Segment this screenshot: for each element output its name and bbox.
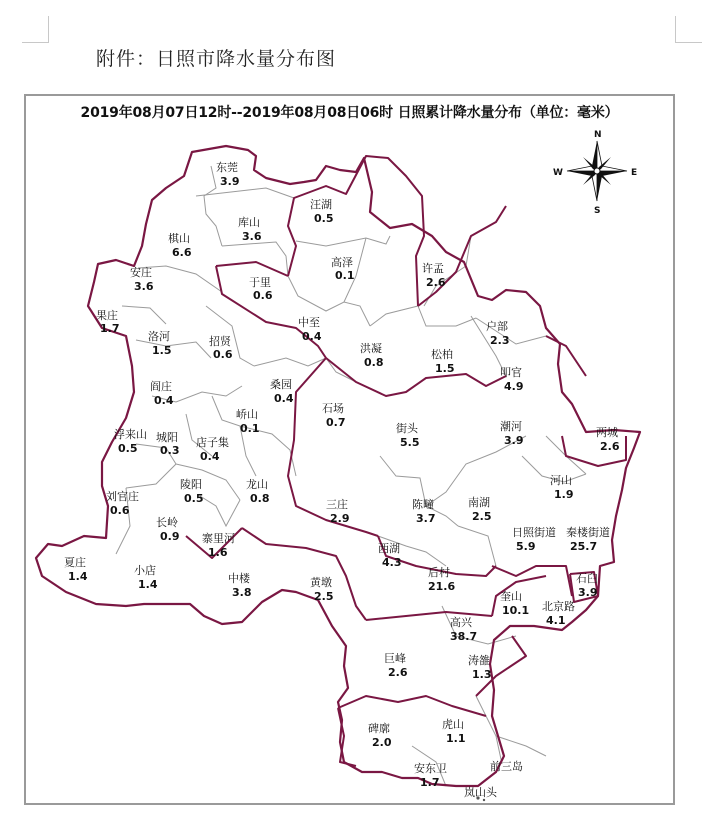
town-name: 奎山 (500, 590, 522, 603)
town-value: 0.7 (326, 416, 346, 429)
town-name: 街头 (396, 422, 418, 435)
town-name: 安东卫 (414, 762, 447, 775)
town-name: 许孟 (422, 262, 444, 275)
town-name: 果庄 (96, 309, 118, 322)
town-name: 虎山 (442, 718, 464, 731)
town-value: 4.1 (546, 614, 566, 627)
town-value: 3.9 (578, 586, 598, 599)
town-name: 小店 (134, 564, 156, 577)
town-name: 于里 (249, 276, 271, 289)
town-value: 3.9 (220, 175, 240, 188)
document-caption: 附件：日照市降水量分布图 (96, 48, 337, 70)
town-value: 1.4 (68, 570, 88, 583)
town-name: 桑园 (270, 378, 292, 391)
town-name: 棋山 (168, 232, 190, 245)
town-name: 店子集 (196, 436, 229, 449)
town-value: 2.3 (490, 334, 510, 347)
town-value: 1.9 (554, 488, 574, 501)
town-value: 3.9 (504, 434, 524, 447)
town-value: 0.8 (250, 492, 270, 505)
town-name: 中楼 (228, 572, 250, 585)
town-value: 4.3 (382, 556, 402, 569)
town-value: 0.6 (213, 348, 233, 361)
town-value: 2.0 (372, 736, 392, 749)
town-value: 2.6 (426, 276, 446, 289)
town-name: 洪凝 (360, 342, 382, 355)
town-value: 1.5 (435, 362, 455, 375)
town-value: 2.5 (314, 590, 334, 603)
town-value: 0.9 (160, 530, 180, 543)
town-value: 0.1 (335, 269, 355, 282)
town-value: 3.8 (232, 586, 252, 599)
town-value: 0.4 (154, 394, 174, 407)
town-name: 日照街道 (512, 526, 556, 539)
town-name: 河山 (550, 474, 572, 487)
town-name: 浮来山 (114, 428, 147, 441)
precipitation-map-frame (24, 94, 675, 805)
map-title: 2019年08月07日12时--2019年08月08日06时 日照累计降水量分布（单位：毫米） (80, 105, 619, 121)
town-value: 0.6 (253, 289, 273, 302)
town-name: 石场 (322, 402, 344, 415)
town-name: 后村 (428, 566, 450, 579)
town-name: 户部 (486, 320, 508, 333)
town-value: 25.7 (570, 540, 598, 553)
page-corner-mark-right (675, 16, 702, 43)
town-name: 岚山头 (464, 786, 497, 799)
town-name: 石臼 (576, 572, 598, 585)
town-name: 南湖 (468, 496, 490, 509)
town-name: 中至 (298, 316, 320, 329)
town-value: 10.1 (502, 604, 530, 617)
compass-north-label: N (594, 130, 602, 140)
town-value: 2.9 (330, 512, 350, 525)
town-labels (64, 160, 620, 799)
town-value: 1.4 (138, 578, 158, 591)
town-value: 0.5 (118, 442, 138, 455)
town-value: 1.6 (208, 546, 228, 559)
town-name: 两城 (596, 426, 618, 439)
compass-east-label: E (631, 168, 638, 178)
town-value: 1.7 (100, 322, 120, 335)
town-name: 北京路 (542, 600, 575, 613)
town-value: 1.1 (446, 732, 466, 745)
town-name: 陈疃 (412, 498, 434, 511)
island-name: 前三岛 (490, 760, 523, 773)
town-value: 4.9 (504, 380, 524, 393)
town-value: 0.8 (364, 356, 384, 369)
town-name: 陵阳 (180, 478, 202, 491)
region-outer-boundary (36, 146, 640, 786)
town-name: 叩官 (500, 366, 522, 379)
town-name: 阎庄 (150, 380, 172, 393)
compass-west-label: W (553, 168, 563, 178)
town-name: 招贤 (209, 335, 231, 348)
town-name: 长岭 (156, 516, 178, 529)
town-name: 涛雒 (468, 654, 490, 667)
town-value: 0.6 (110, 504, 130, 517)
compass-rose-icon (553, 130, 637, 216)
town-name: 东莞 (216, 161, 238, 174)
town-value: 6.6 (172, 246, 192, 259)
town-name: 黄墩 (310, 576, 332, 589)
town-name: 安庄 (130, 266, 152, 279)
town-name: 三庄 (326, 498, 348, 511)
town-value: 5.5 (400, 436, 420, 449)
town-value: 1.5 (152, 344, 172, 357)
precipitation-map (26, 96, 673, 803)
town-value: 21.6 (428, 580, 456, 593)
town-value: 1.3 (472, 668, 492, 681)
town-value: 1.7 (420, 776, 440, 789)
town-name: 寨里河 (202, 532, 235, 545)
town-value: 38.7 (450, 630, 478, 643)
town-name: 龙山 (246, 478, 268, 491)
town-value: 2.6 (600, 440, 620, 453)
town-name: 夏庄 (64, 556, 86, 569)
town-value: 0.4 (302, 330, 322, 343)
town-name: 巨峰 (384, 652, 406, 665)
town-value: 2.6 (388, 666, 408, 679)
town-name: 库山 (238, 216, 260, 229)
town-name: 西湖 (378, 542, 400, 555)
town-name: 洛河 (148, 330, 170, 343)
town-name: 碑廓 (368, 722, 390, 735)
town-name: 松柏 (431, 348, 453, 361)
town-name: 城阳 (156, 431, 178, 444)
town-name: 峤山 (236, 408, 258, 421)
town-value: 2.5 (472, 510, 492, 523)
compass-south-label: S (594, 206, 601, 216)
town-value: 3.6 (134, 280, 154, 293)
town-name: 刘官庄 (106, 490, 139, 503)
town-name: 高兴 (450, 616, 472, 629)
town-value: 0.4 (274, 392, 294, 405)
page-corner-mark-left (22, 16, 49, 43)
town-value: 5.9 (516, 540, 536, 553)
town-name: 高泽 (331, 256, 353, 269)
town-value: 3.6 (242, 230, 262, 243)
town-value: 0.5 (184, 492, 204, 505)
town-name: 秦楼街道 (566, 526, 610, 539)
town-value: 0.1 (240, 422, 260, 435)
town-value: 0.3 (160, 444, 180, 457)
town-name: 潮河 (500, 420, 522, 433)
town-value: 0.5 (314, 212, 334, 225)
town-value: 0.4 (200, 450, 220, 463)
town-name: 汪湖 (310, 198, 332, 211)
town-value: 3.7 (416, 512, 436, 525)
